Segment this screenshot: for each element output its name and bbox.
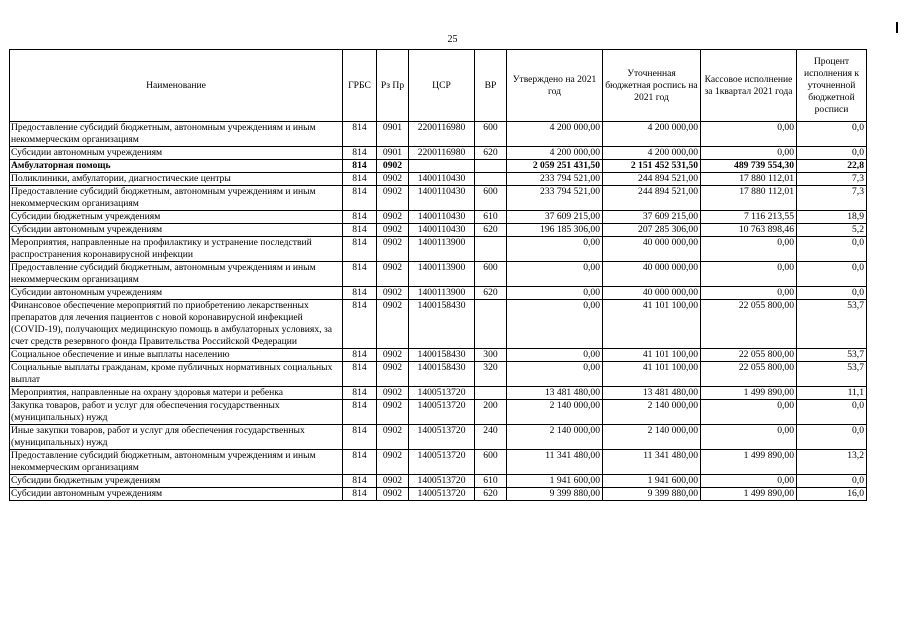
row-percent: 0,0 — [797, 147, 867, 160]
row-vr: 620 — [475, 147, 507, 160]
row-csr: 1400110430 — [409, 173, 475, 186]
row-rzpr: 0902 — [377, 425, 409, 450]
table-row — [10, 362, 867, 387]
row-csr: 1400158430 — [409, 349, 475, 362]
row-grbs: 814 — [343, 211, 377, 224]
row-vr: 300 — [475, 349, 507, 362]
row-csr: 1400110430 — [409, 211, 475, 224]
header-rzpr: Рз Пр — [377, 50, 409, 122]
row-csr: 2200116980 — [409, 147, 475, 160]
row-name: Социальные выплаты гражданам, кроме публичных нормативных социальных выплат — [10, 362, 343, 387]
table-row — [10, 287, 867, 300]
row-percent: 22,8 — [797, 160, 867, 173]
row-grbs: 814 — [343, 475, 377, 488]
row-csr: 1400513720 — [409, 475, 475, 488]
header-row — [10, 50, 867, 122]
table-row — [10, 237, 867, 262]
row-vr: 600 — [475, 186, 507, 211]
row-grbs: 814 — [343, 224, 377, 237]
row-cash: 0,00 — [701, 262, 797, 287]
row-approved: 196 185 306,00 — [507, 224, 603, 237]
table-row — [10, 173, 867, 186]
row-rzpr: 0902 — [377, 387, 409, 400]
row-percent: 0,0 — [797, 122, 867, 147]
row-vr: 610 — [475, 475, 507, 488]
row-approved: 11 341 480,00 — [507, 450, 603, 475]
row-approved: 0,00 — [507, 262, 603, 287]
row-vr: 610 — [475, 211, 507, 224]
row-vr: 200 — [475, 400, 507, 425]
row-percent: 53,7 — [797, 300, 867, 349]
row-approved: 0,00 — [507, 349, 603, 362]
row-approved: 2 140 000,00 — [507, 400, 603, 425]
row-csr: 1400513720 — [409, 450, 475, 475]
table-row — [10, 425, 867, 450]
row-refined: 41 101 100,00 — [603, 362, 701, 387]
row-percent: 13,2 — [797, 450, 867, 475]
row-vr — [475, 237, 507, 262]
row-csr: 1400158430 — [409, 300, 475, 349]
page-number: 25 — [447, 34, 458, 45]
row-percent: 16,0 — [797, 488, 867, 501]
table-row — [10, 387, 867, 400]
table-row — [10, 300, 867, 349]
row-csr — [409, 160, 475, 173]
row-rzpr: 0902 — [377, 400, 409, 425]
row-refined: 244 894 521,00 — [603, 186, 701, 211]
row-refined: 4 200 000,00 — [603, 147, 701, 160]
row-cash: 0,00 — [701, 122, 797, 147]
row-refined: 40 000 000,00 — [603, 287, 701, 300]
row-cash: 0,00 — [701, 425, 797, 450]
row-csr: 1400158430 — [409, 362, 475, 387]
row-cash: 0,00 — [701, 147, 797, 160]
row-name: Социальное обеспечение и иные выплаты населению — [10, 349, 343, 362]
row-rzpr: 0902 — [377, 224, 409, 237]
row-refined: 11 341 480,00 — [603, 450, 701, 475]
row-refined: 40 000 000,00 — [603, 262, 701, 287]
row-refined: 41 101 100,00 — [603, 349, 701, 362]
row-csr: 1400110430 — [409, 224, 475, 237]
header-csr: ЦСР — [409, 50, 475, 122]
row-csr: 1400513720 — [409, 387, 475, 400]
row-percent: 7,3 — [797, 186, 867, 211]
row-rzpr: 0902 — [377, 450, 409, 475]
row-name: Закупка товаров, работ и услуг для обеспечения государственных (муниципальных) нужд — [10, 400, 343, 425]
row-percent: 53,7 — [797, 349, 867, 362]
row-approved: 2 059 251 431,50 — [507, 160, 603, 173]
row-vr: 600 — [475, 450, 507, 475]
row-percent: 0,0 — [797, 262, 867, 287]
header-refined: Уточненная бюджетная роспись на 2021 год — [603, 50, 701, 122]
row-cash: 0,00 — [701, 475, 797, 488]
row-rzpr: 0902 — [377, 488, 409, 501]
row-rzpr: 0902 — [377, 349, 409, 362]
row-name: Субсидии автономным учреждениям — [10, 147, 343, 160]
row-rzpr: 0902 — [377, 173, 409, 186]
row-csr: 1400110430 — [409, 186, 475, 211]
row-grbs: 814 — [343, 237, 377, 262]
row-approved: 13 481 480,00 — [507, 387, 603, 400]
row-rzpr: 0901 — [377, 147, 409, 160]
row-cash: 1 499 890,00 — [701, 450, 797, 475]
row-name: Мероприятия, направленные на профилактику и устранение последствий распространения коронавирусной инфекции — [10, 237, 343, 262]
row-grbs: 814 — [343, 400, 377, 425]
row-csr: 1400113900 — [409, 262, 475, 287]
row-approved: 0,00 — [507, 237, 603, 262]
header-vr: ВР — [475, 50, 507, 122]
table-body — [10, 122, 867, 501]
row-csr: 1400113900 — [409, 237, 475, 262]
row-cash: 17 880 112,01 — [701, 186, 797, 211]
row-vr — [475, 387, 507, 400]
row-rzpr: 0902 — [377, 362, 409, 387]
row-grbs: 814 — [343, 262, 377, 287]
row-approved: 37 609 215,00 — [507, 211, 603, 224]
row-refined: 40 000 000,00 — [603, 237, 701, 262]
row-cash: 22 055 800,00 — [701, 362, 797, 387]
table-row — [10, 160, 867, 173]
row-vr: 240 — [475, 425, 507, 450]
row-refined: 41 101 100,00 — [603, 300, 701, 349]
row-csr: 1400513720 — [409, 488, 475, 501]
row-cash: 1 499 890,00 — [701, 488, 797, 501]
header-name: Наименование — [10, 50, 343, 122]
header-percent: Процент исполнения к уточненной бюджетной росписи — [797, 50, 867, 122]
row-cash: 22 055 800,00 — [701, 300, 797, 349]
row-cash: 7 116 213,55 — [701, 211, 797, 224]
row-name: Финансовое обеспечение мероприятий по приобретению лекарственных препаратов для лечения пациентов с новой коронавирусной инфекцией (COVID-19), получающих медицинскую помощь в амбулаторных условиях, за счет средств резервного фонда Правительства Российской Федерации — [10, 300, 343, 349]
row-cash: 0,00 — [701, 400, 797, 425]
table-row — [10, 147, 867, 160]
row-refined: 1 941 600,00 — [603, 475, 701, 488]
row-approved: 4 200 000,00 — [507, 147, 603, 160]
row-vr: 600 — [475, 122, 507, 147]
table-row — [10, 475, 867, 488]
row-rzpr: 0902 — [377, 262, 409, 287]
row-rzpr: 0902 — [377, 211, 409, 224]
row-percent: 5,2 — [797, 224, 867, 237]
row-grbs: 814 — [343, 349, 377, 362]
table-row — [10, 400, 867, 425]
row-approved: 1 941 600,00 — [507, 475, 603, 488]
row-approved: 0,00 — [507, 287, 603, 300]
row-refined: 2 140 000,00 — [603, 425, 701, 450]
row-name: Предоставление субсидий бюджетным, автономным учреждениям и иным некоммерческим организациям — [10, 186, 343, 211]
row-grbs: 814 — [343, 173, 377, 186]
table-row — [10, 186, 867, 211]
row-rzpr: 0902 — [377, 186, 409, 211]
table-row — [10, 211, 867, 224]
row-name: Субсидии бюджетным учреждениям — [10, 211, 343, 224]
row-approved: 233 794 521,00 — [507, 173, 603, 186]
row-vr: 600 — [475, 262, 507, 287]
row-grbs: 814 — [343, 160, 377, 173]
row-csr: 2200116980 — [409, 122, 475, 147]
row-name: Предоставление субсидий бюджетным, автономным учреждениям и иным некоммерческим организациям — [10, 450, 343, 475]
table-row — [10, 349, 867, 362]
row-rzpr: 0902 — [377, 300, 409, 349]
row-percent: 0,0 — [797, 475, 867, 488]
row-name: Субсидии автономным учреждениям — [10, 287, 343, 300]
row-name: Предоставление субсидий бюджетным, автономным учреждениям и иным некоммерческим организациям — [10, 122, 343, 147]
row-approved: 233 794 521,00 — [507, 186, 603, 211]
row-approved: 4 200 000,00 — [507, 122, 603, 147]
table-row — [10, 122, 867, 147]
row-grbs: 814 — [343, 300, 377, 349]
row-approved: 0,00 — [507, 300, 603, 349]
row-grbs: 814 — [343, 387, 377, 400]
table-row — [10, 262, 867, 287]
row-vr — [475, 160, 507, 173]
row-rzpr: 0901 — [377, 122, 409, 147]
row-refined: 9 399 880,00 — [603, 488, 701, 501]
row-refined: 13 481 480,00 — [603, 387, 701, 400]
row-vr: 620 — [475, 488, 507, 501]
row-grbs: 814 — [343, 147, 377, 160]
row-percent: 0,0 — [797, 425, 867, 450]
table-row — [10, 224, 867, 237]
row-cash: 10 763 898,46 — [701, 224, 797, 237]
row-percent: 7,3 — [797, 173, 867, 186]
row-refined: 2 140 000,00 — [603, 400, 701, 425]
row-vr: 620 — [475, 224, 507, 237]
row-rzpr: 0902 — [377, 237, 409, 262]
row-name: Мероприятия, направленные на охрану здоровья матери и ребенка — [10, 387, 343, 400]
row-rzpr: 0902 — [377, 475, 409, 488]
row-grbs: 814 — [343, 488, 377, 501]
header-approved: Утверждено на 2021 год — [507, 50, 603, 122]
row-grbs: 814 — [343, 186, 377, 211]
row-rzpr: 0902 — [377, 287, 409, 300]
header-grbs: ГРБС — [343, 50, 377, 122]
row-csr: 1400513720 — [409, 425, 475, 450]
row-cash: 0,00 — [701, 237, 797, 262]
row-percent: 0,0 — [797, 287, 867, 300]
row-refined: 244 894 521,00 — [603, 173, 701, 186]
edge-mark — [896, 22, 898, 33]
row-grbs: 814 — [343, 362, 377, 387]
row-cash: 17 880 112,01 — [701, 173, 797, 186]
row-name: Поликлиники, амбулатории, диагностические центры — [10, 173, 343, 186]
row-vr — [475, 173, 507, 186]
row-vr: 620 — [475, 287, 507, 300]
table-row — [10, 450, 867, 475]
row-percent: 0,0 — [797, 400, 867, 425]
row-name: Предоставление субсидий бюджетным, автономным учреждениям и иным некоммерческим организациям — [10, 262, 343, 287]
row-percent: 53,7 — [797, 362, 867, 387]
row-name: Амбулаторная помощь — [10, 160, 343, 173]
row-approved: 0,00 — [507, 362, 603, 387]
row-vr — [475, 300, 507, 349]
row-name: Субсидии бюджетным учреждениям — [10, 475, 343, 488]
row-grbs: 814 — [343, 122, 377, 147]
row-vr: 320 — [475, 362, 507, 387]
row-approved: 2 140 000,00 — [507, 425, 603, 450]
budget-table — [9, 49, 867, 501]
row-grbs: 814 — [343, 450, 377, 475]
row-cash: 0,00 — [701, 287, 797, 300]
row-cash: 1 499 890,00 — [701, 387, 797, 400]
row-name: Субсидии автономным учреждениям — [10, 488, 343, 501]
row-rzpr: 0902 — [377, 160, 409, 173]
row-csr: 1400513720 — [409, 400, 475, 425]
row-name: Иные закупки товаров, работ и услуг для обеспечения государственных (муниципальных) нужд — [10, 425, 343, 450]
row-refined: 2 151 452 531,50 — [603, 160, 701, 173]
row-grbs: 814 — [343, 425, 377, 450]
row-csr: 1400113900 — [409, 287, 475, 300]
row-grbs: 814 — [343, 287, 377, 300]
row-refined: 207 285 306,00 — [603, 224, 701, 237]
row-percent: 0,0 — [797, 237, 867, 262]
row-cash: 22 055 800,00 — [701, 349, 797, 362]
row-refined: 37 609 215,00 — [603, 211, 701, 224]
row-percent: 11,1 — [797, 387, 867, 400]
row-name: Субсидии автономным учреждениям — [10, 224, 343, 237]
row-percent: 18,9 — [797, 211, 867, 224]
header-cash: Кассовое исполнение за 1квартал 2021 года — [701, 50, 797, 122]
row-cash: 489 739 554,30 — [701, 160, 797, 173]
table-row — [10, 488, 867, 501]
row-refined: 4 200 000,00 — [603, 122, 701, 147]
row-approved: 9 399 880,00 — [507, 488, 603, 501]
